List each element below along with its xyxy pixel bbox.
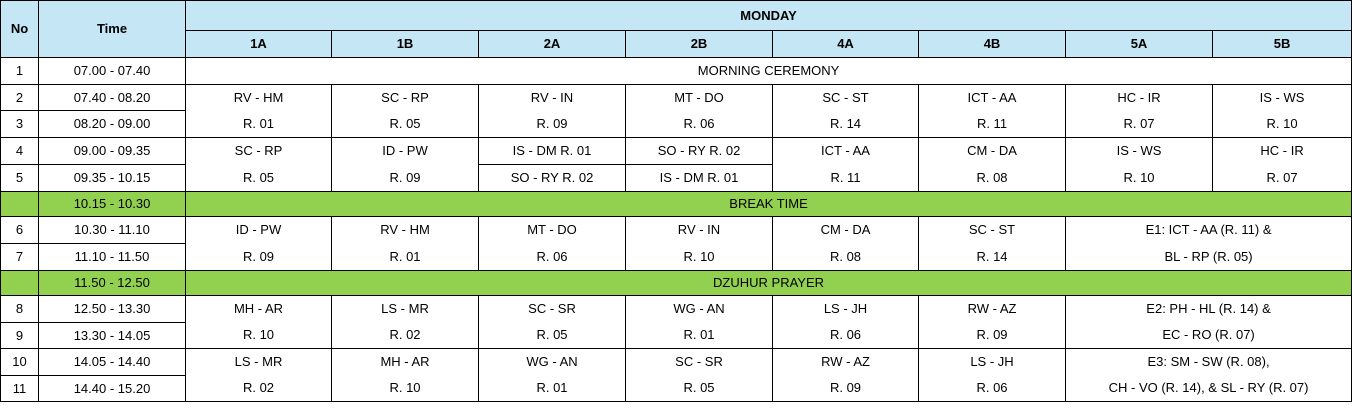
row-no: 3 [1,111,39,138]
subject-cell: WG - AN [479,349,626,376]
room-cell: R. 05 [332,111,479,138]
subject-cell: MT - DO [479,217,626,244]
row-no: 6 [1,217,39,244]
table-row [1,165,1352,192]
row-time: 08.20 - 09.00 [39,111,186,138]
row-time: 07.40 - 08.20 [39,85,186,111]
subject-cell: RV - IN [479,85,626,111]
table-row [1,138,1352,165]
row-time: 11.10 - 11.50 [39,244,186,271]
table-row [1,244,1352,271]
row-time: 07.00 - 07.40 [39,58,186,85]
row-time: 13.30 - 14.05 [39,323,186,349]
header-class: 1B [332,31,479,58]
table-row [1,323,1352,349]
subject-cell: SC - ST [919,217,1066,244]
room-cell: R. 11 [773,165,919,192]
row-no: 7 [1,244,39,271]
split-cell: IS - DM R. 01 [626,165,773,192]
prayer-cell: DZUHUR PRAYER [186,271,1352,296]
room-cell: R. 10 [186,323,332,349]
split-cell: SO - RY R. 02 [479,165,626,192]
subject-cell: SC - ST [773,85,919,111]
row-time: 10.30 - 11.10 [39,217,186,244]
header-class: 5B [1213,31,1352,58]
header-class: 4B [919,31,1066,58]
room-cell: R. 10 [332,376,479,402]
header-day: MONDAY [186,1,1352,31]
row-time: 12.50 - 13.30 [39,296,186,323]
elective-cell: E2: PH - HL (R. 14) & [1066,296,1352,323]
row-no: 9 [1,323,39,349]
subject-cell: LS - JH [773,296,919,323]
elective-cell: BL - RP (R. 05) [1066,244,1352,271]
break-cell: BREAK TIME [186,192,1352,217]
room-cell: R. 02 [332,323,479,349]
subject-cell: ICT - AA [773,138,919,165]
row-no: 11 [1,376,39,402]
header-no: No [1,1,39,58]
subject-cell: IS - WS [1213,85,1352,111]
subject-cell: MH - AR [332,349,479,376]
row-time: 14.05 - 14.40 [39,349,186,376]
room-cell: R. 01 [186,111,332,138]
subject-cell: LS - MR [332,296,479,323]
row-time: 09.35 - 10.15 [39,165,186,192]
row-no: 2 [1,85,39,111]
room-cell: R. 06 [919,376,1066,402]
room-cell: R. 14 [919,244,1066,271]
row-no: 10 [1,349,39,376]
room-cell: R. 05 [626,376,773,402]
subject-cell: SC - RP [186,138,332,165]
header-time: Time [39,1,186,58]
split-cell: IS - DM R. 01 [479,138,626,165]
header-class: 2B [626,31,773,58]
subject-cell: LS - JH [919,349,1066,376]
header-class: 2A [479,31,626,58]
header-class: 4A [773,31,919,58]
row-time: 09.00 - 09.35 [39,138,186,165]
room-cell: R. 07 [1066,111,1213,138]
room-cell: R. 09 [919,323,1066,349]
table-row [1,376,1352,402]
subject-cell: HC - IR [1213,138,1352,165]
row-no [1,271,39,296]
room-cell: R. 05 [186,165,332,192]
row-no: 5 [1,165,39,192]
room-cell: R. 10 [1213,111,1352,138]
header-class: 1A [186,31,332,58]
subject-cell: RV - IN [626,217,773,244]
elective-cell: E1: ICT - AA (R. 11) & [1066,217,1352,244]
row-no: 8 [1,296,39,323]
room-cell: R. 10 [1066,165,1213,192]
room-cell: R. 11 [919,111,1066,138]
room-cell: R. 01 [479,376,626,402]
room-cell: R. 14 [773,111,919,138]
room-cell: R. 09 [773,376,919,402]
subject-cell: MH - AR [186,296,332,323]
prayer-row [1,271,1352,296]
ceremony-cell: MORNING CEREMONY [186,58,1352,85]
header-class: 5A [1066,31,1213,58]
break-row [1,192,1352,217]
subject-cell: ICT - AA [919,85,1066,111]
row-time: 11.50 - 12.50 [39,271,186,296]
table-row [1,349,1352,376]
subject-cell: SC - SR [479,296,626,323]
subject-cell: ID - PW [332,138,479,165]
subject-cell: CM - DA [919,138,1066,165]
subject-cell: RV - HM [332,217,479,244]
elective-cell: E3: SM - SW (R. 08), [1066,349,1352,376]
room-cell: R. 01 [332,244,479,271]
room-cell: R. 09 [186,244,332,271]
subject-cell: SC - SR [626,349,773,376]
row-time: 14.40 - 15.20 [39,376,186,402]
room-cell: R. 09 [479,111,626,138]
row-no: 4 [1,138,39,165]
subject-cell: ID - PW [186,217,332,244]
elective-cell: EC - RO (R. 07) [1066,323,1352,349]
table-row [1,296,1352,323]
subject-cell: IS - WS [1066,138,1213,165]
row-no [1,192,39,217]
subject-cell: RW - AZ [773,349,919,376]
subject-cell: MT - DO [626,85,773,111]
row-no: 1 [1,58,39,85]
row-time: 10.15 - 10.30 [39,192,186,217]
room-cell: R. 06 [626,111,773,138]
room-cell: R. 02 [186,376,332,402]
subject-cell: LS - MR [186,349,332,376]
table-row [1,217,1352,244]
split-cell: SO - RY R. 02 [626,138,773,165]
table-row [1,58,1352,85]
room-cell: R. 06 [479,244,626,271]
table-row [1,85,1352,111]
room-cell: R. 08 [919,165,1066,192]
room-cell: R. 10 [626,244,773,271]
room-cell: R. 09 [332,165,479,192]
room-cell: R. 01 [626,323,773,349]
subject-cell: WG - AN [626,296,773,323]
subject-cell: CM - DA [773,217,919,244]
room-cell: R. 07 [1213,165,1352,192]
subject-cell: HC - IR [1066,85,1213,111]
elective-cell: CH - VO (R. 14), & SL - RY (R. 07) [1066,376,1352,402]
subject-cell: SC - RP [332,85,479,111]
subject-cell: RV - HM [186,85,332,111]
subject-cell: RW - AZ [919,296,1066,323]
room-cell: R. 05 [479,323,626,349]
room-cell: R. 08 [773,244,919,271]
table-row [1,111,1352,138]
room-cell: R. 06 [773,323,919,349]
